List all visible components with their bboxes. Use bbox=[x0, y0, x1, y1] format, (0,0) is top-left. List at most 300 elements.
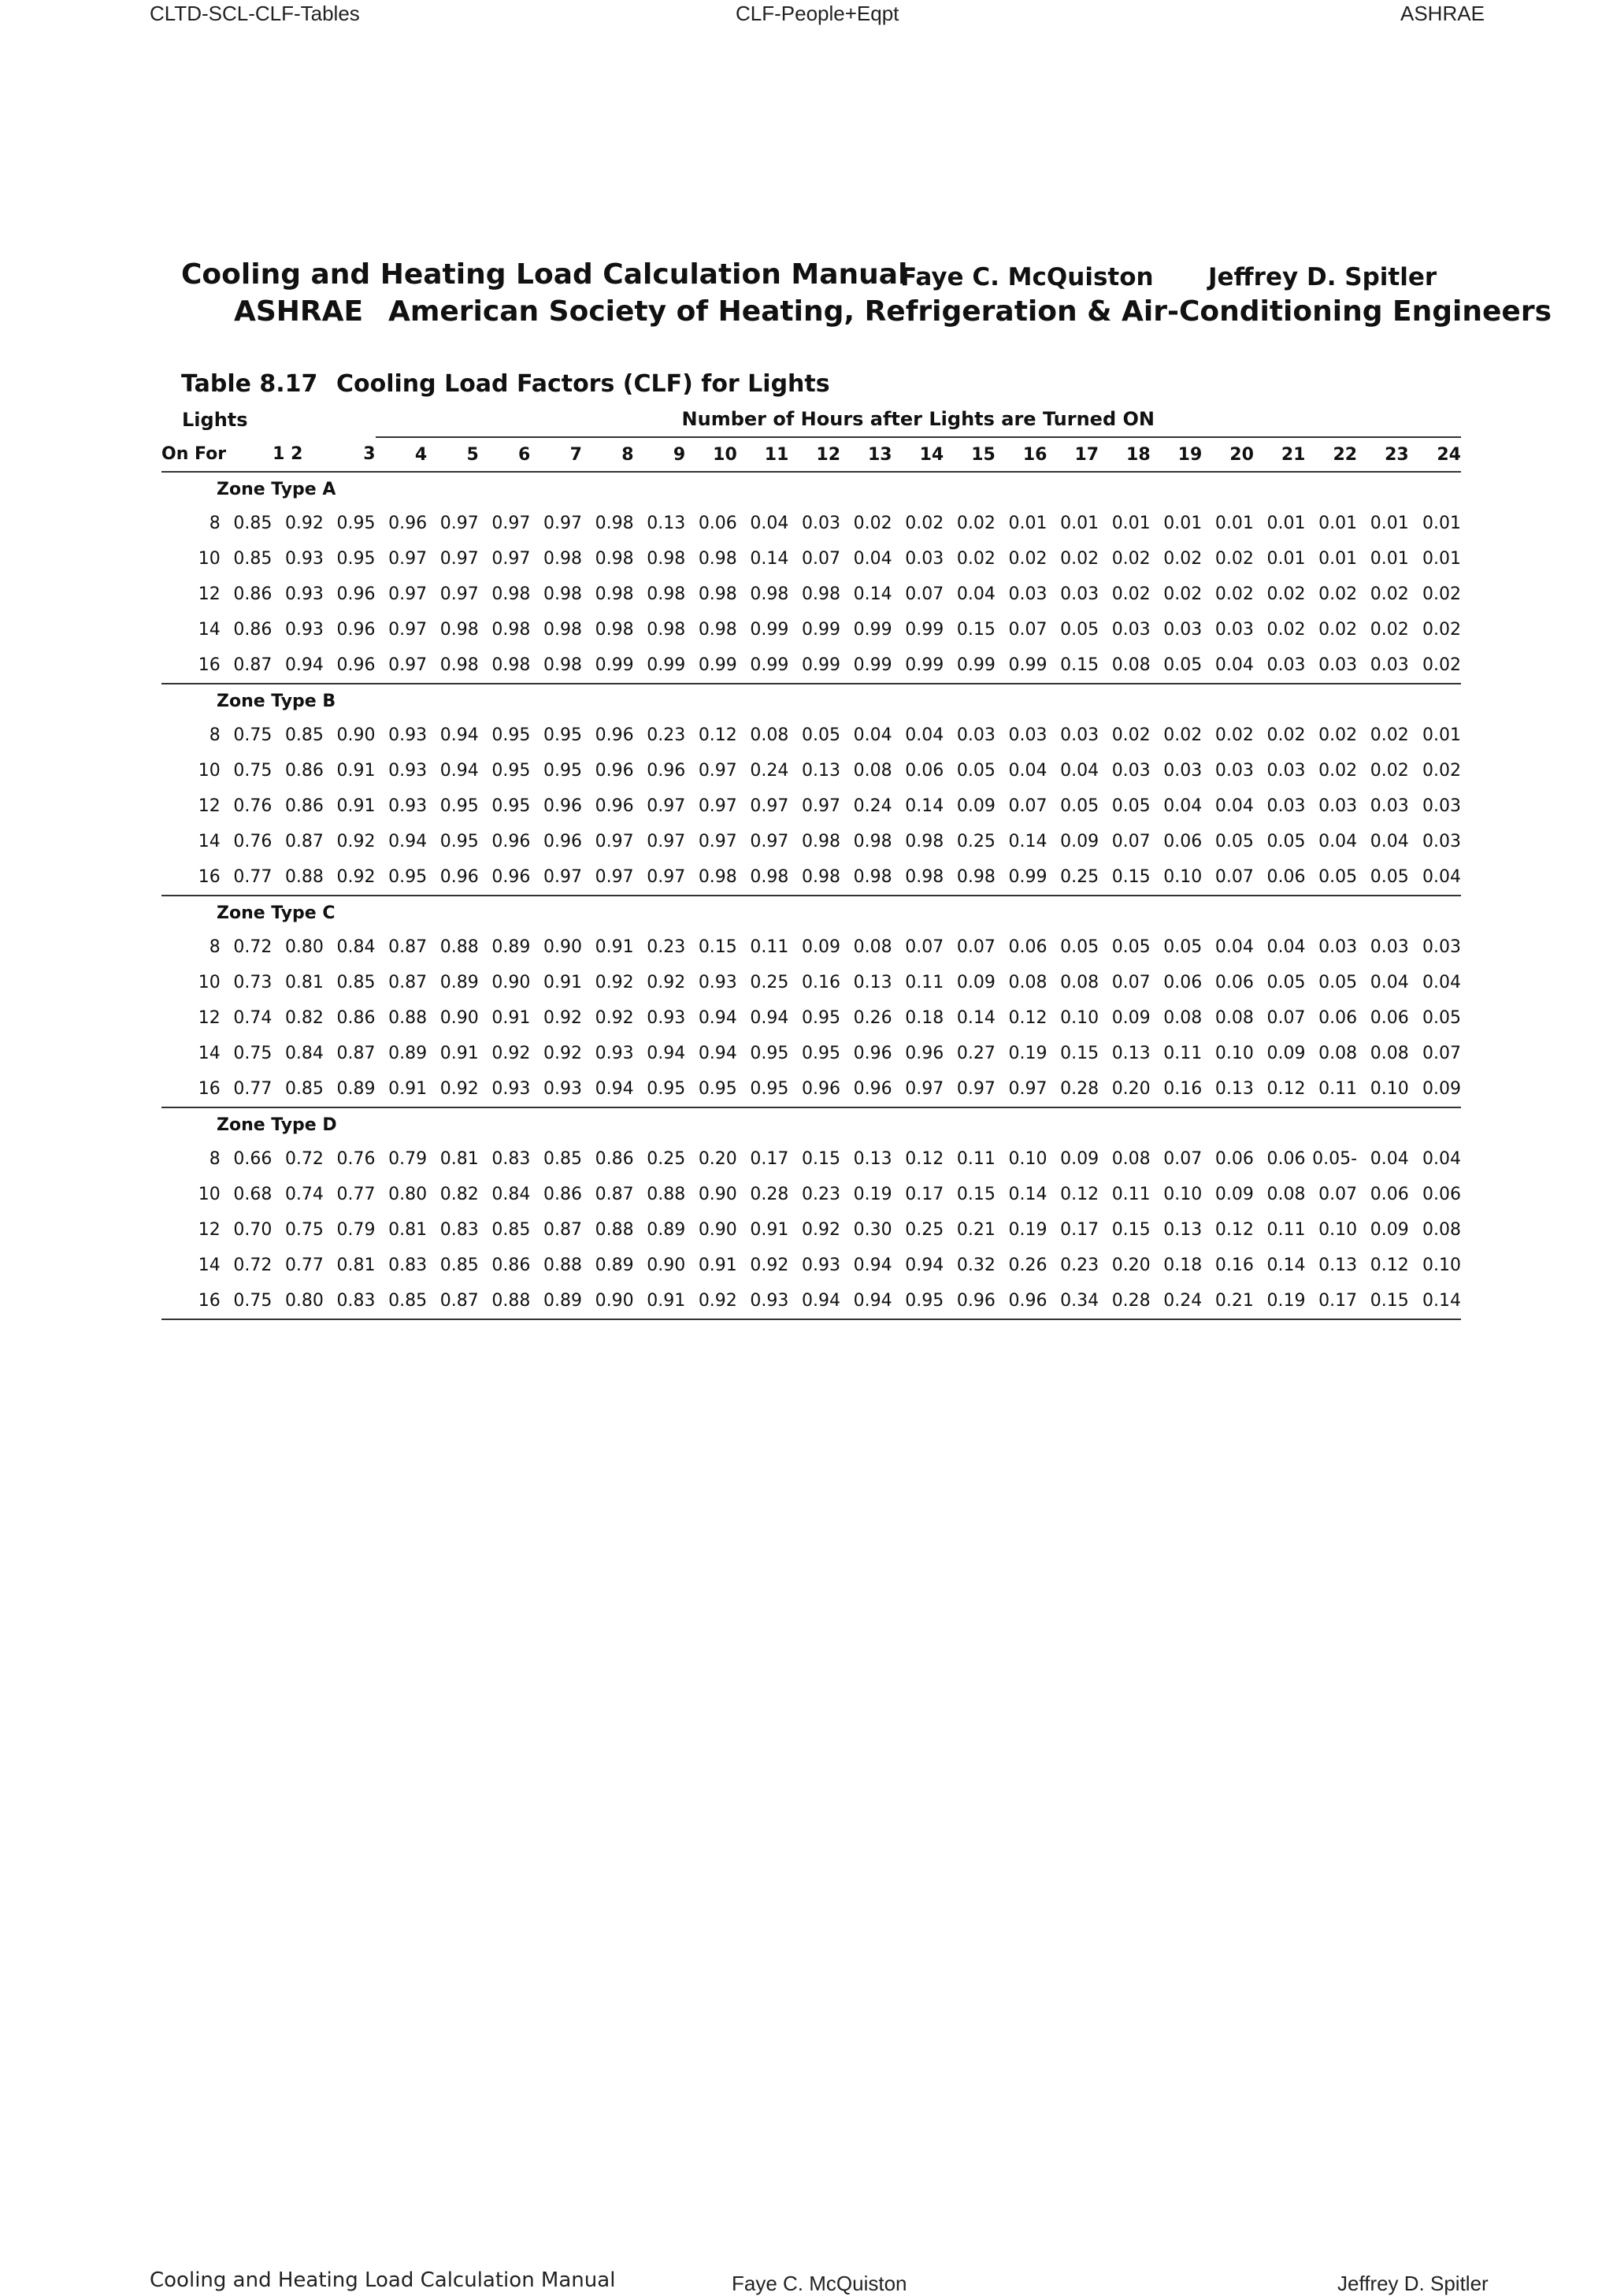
clf-value-cell: 0.04 bbox=[1422, 973, 1461, 992]
clf-lights-table bbox=[161, 402, 1461, 1320]
hour-header: 23 bbox=[1357, 437, 1409, 472]
clf-value-cell: 0.03 bbox=[1266, 796, 1306, 816]
clf-value-cell: 0.20 bbox=[1099, 1071, 1151, 1107]
clf-value-cell: 0.85 bbox=[336, 973, 376, 992]
clf-value-cell: 0.02 bbox=[1370, 620, 1409, 640]
hour-header: 4 bbox=[376, 437, 428, 472]
hour-header: 7 bbox=[530, 437, 582, 472]
clf-value-cell: 0.87 bbox=[388, 937, 428, 957]
clf-value-cell: 0.97 bbox=[439, 549, 479, 569]
clf-value-cell: 0.02 bbox=[1266, 584, 1306, 604]
clf-value-cell: 0.86 bbox=[336, 1008, 376, 1028]
clf-value-cell: 0.90 bbox=[698, 1185, 737, 1204]
clf-value-cell: 0.99 bbox=[892, 647, 944, 684]
clf-value-cell: 0.13 bbox=[1163, 1220, 1203, 1240]
clf-value-cell: 0.03 bbox=[1214, 761, 1254, 781]
clf-value-cell: 0.01 bbox=[1214, 514, 1254, 533]
clf-value-cell: 0.88 bbox=[388, 1008, 428, 1028]
clf-value-cell: 0.81 bbox=[336, 1256, 376, 1275]
clf-value-cell: 0.93 bbox=[698, 973, 737, 992]
clf-value-cell: 0.09 bbox=[1060, 832, 1099, 851]
clf-value-cell: 0.84 bbox=[336, 937, 376, 957]
clf-value-cell: 0.90 bbox=[647, 1256, 686, 1275]
clf-value-cell: 0.01 bbox=[1163, 514, 1203, 533]
clf-value-cell: 0.01 bbox=[1111, 514, 1151, 533]
zone-heading-row bbox=[161, 896, 1461, 929]
clf-value-cell: 0.16 bbox=[802, 973, 841, 992]
clf-value-cell: 0.28 bbox=[1047, 1071, 1099, 1107]
clf-value-cell: 0.06 bbox=[1422, 1185, 1461, 1204]
clf-value-cell: 0.92 bbox=[284, 514, 324, 533]
clf-value-cell: 0.09 bbox=[1214, 1185, 1254, 1204]
clf-value-cell: 0.94 bbox=[439, 761, 479, 781]
clf-value-cell: 0.02 bbox=[1008, 549, 1048, 569]
table-row bbox=[161, 577, 1461, 612]
clf-value-cell: 0.93 bbox=[530, 1071, 582, 1107]
header-on-for: On For bbox=[161, 437, 221, 472]
header-hours-span: Number of Hours after Lights are Turned ON bbox=[376, 402, 1461, 437]
clf-value-cell: 0.95 bbox=[491, 725, 531, 745]
clf-value-cell: 0.03 bbox=[1060, 725, 1099, 745]
clf-value-cell: 0.01 bbox=[1318, 549, 1358, 569]
clf-value-cell: 0.89 bbox=[439, 973, 479, 992]
clf-value-cell: 0.90 bbox=[439, 1008, 479, 1028]
clf-value-cell: 0.01 bbox=[1422, 514, 1461, 533]
clf-value-cell: 0.08 bbox=[1318, 1044, 1358, 1063]
clf-value-cell: 0.14 bbox=[1266, 1256, 1306, 1275]
clf-value-cell: 0.72 bbox=[284, 1149, 324, 1169]
clf-value-cell: 0.09 bbox=[956, 973, 996, 992]
hour-header: 14 bbox=[892, 437, 944, 472]
clf-value-cell: 0.07 bbox=[802, 549, 841, 569]
clf-value-cell: 0.10 bbox=[1318, 1220, 1358, 1240]
clf-value-cell: 0.98 bbox=[595, 549, 634, 569]
clf-value-cell: 0.84 bbox=[284, 1044, 324, 1063]
clf-value-cell: 0.03 bbox=[1111, 620, 1151, 640]
clf-value-cell: 0.97 bbox=[944, 1071, 996, 1107]
table-header-row-1 bbox=[161, 402, 1461, 437]
clf-value-cell: 0.96 bbox=[324, 647, 376, 684]
clf-value-cell: 0.92 bbox=[543, 1008, 582, 1028]
clf-value-cell: 0.92 bbox=[750, 1256, 789, 1275]
clf-value-cell: 0.03 bbox=[1422, 937, 1461, 957]
clf-value-cell: 0.21 bbox=[956, 1220, 996, 1240]
clf-value-cell: 0.85 bbox=[233, 549, 273, 569]
clf-value-cell: 0.07 bbox=[1163, 1149, 1203, 1169]
clf-value-cell: 0.12 bbox=[1008, 1008, 1048, 1028]
clf-value-cell: 0.74 bbox=[233, 1008, 273, 1028]
clf-value-cell: 0.75 bbox=[233, 761, 273, 781]
clf-value-cell: 0.12 bbox=[698, 725, 737, 745]
clf-value-cell: 0.95 bbox=[737, 1071, 789, 1107]
clf-value-cell: 0.88 bbox=[272, 859, 324, 896]
clf-value-cell: 0.97 bbox=[491, 514, 531, 533]
clf-value-cell: 0.75 bbox=[221, 1283, 273, 1319]
clf-value-cell: 0.07 bbox=[956, 937, 996, 957]
clf-value-cell: 0.14 bbox=[905, 796, 944, 816]
table-caption: Cooling Load Factors (CLF) for Lights bbox=[336, 370, 830, 398]
clf-value-cell: 0.92 bbox=[647, 973, 686, 992]
clf-value-cell: 0.98 bbox=[892, 859, 944, 896]
on-for-cell: 8 bbox=[209, 1149, 221, 1169]
hour-header: 11 bbox=[737, 437, 789, 472]
publisher-full: American Society of Heating, Refrigeration & Air-Conditioning Engineers bbox=[388, 295, 1552, 328]
clf-value-cell: 0.99 bbox=[685, 647, 737, 684]
clf-value-cell: 0.68 bbox=[233, 1185, 273, 1204]
clf-value-cell: 0.23 bbox=[647, 725, 686, 745]
clf-value-cell: 0.08 bbox=[1422, 1220, 1461, 1240]
clf-value-cell: 0.23 bbox=[647, 937, 686, 957]
clf-value-cell: 0.05- bbox=[1312, 1149, 1358, 1169]
clf-value-cell: 0.09 bbox=[1060, 1149, 1099, 1169]
clf-value-cell: 0.93 bbox=[284, 620, 324, 640]
clf-value-cell: 0.08 bbox=[1214, 1008, 1254, 1028]
clf-value-cell: 0.89 bbox=[530, 1283, 582, 1319]
clf-value-cell: 0.09 bbox=[1409, 1071, 1461, 1107]
clf-value-cell: 0.03 bbox=[1422, 796, 1461, 816]
clf-value-cell: 0.19 bbox=[1008, 1220, 1048, 1240]
clf-value-cell: 0.97 bbox=[892, 1071, 944, 1107]
clf-value-cell: 0.14 bbox=[750, 549, 789, 569]
clf-value-cell: 0.89 bbox=[647, 1220, 686, 1240]
clf-value-cell: 0.03 bbox=[956, 725, 996, 745]
clf-value-cell: 0.10 bbox=[1163, 1185, 1203, 1204]
clf-value-cell: 0.10 bbox=[1357, 1071, 1409, 1107]
clf-value-cell: 0.03 bbox=[1357, 647, 1409, 684]
clf-value-cell: 0.99 bbox=[750, 620, 789, 640]
clf-value-cell: 0.11 bbox=[750, 937, 789, 957]
zone-heading: Zone Type A bbox=[217, 479, 336, 499]
clf-value-cell: 0.95 bbox=[634, 1071, 686, 1107]
clf-value-cell: 0.75 bbox=[284, 1220, 324, 1240]
hour-header: 1 2 bbox=[221, 437, 324, 472]
clf-value-cell: 0.97 bbox=[530, 859, 582, 896]
clf-value-cell: 0.81 bbox=[284, 973, 324, 992]
clf-value-cell: 0.83 bbox=[491, 1149, 531, 1169]
on-for-cell: 8 bbox=[209, 725, 221, 745]
clf-value-cell: 0.07 bbox=[1202, 859, 1254, 896]
on-for-cell: 12 bbox=[198, 584, 221, 604]
hour-header: 19 bbox=[1151, 437, 1203, 472]
clf-value-cell: 0.98 bbox=[685, 859, 737, 896]
clf-value-cell: 0.93 bbox=[388, 796, 428, 816]
clf-value-cell: 0.02 bbox=[1370, 584, 1409, 604]
zone-heading-row bbox=[161, 1107, 1461, 1141]
clf-value-cell: 0.11 bbox=[1266, 1220, 1306, 1240]
clf-value-cell: 0.88 bbox=[479, 1283, 531, 1319]
clf-value-cell: 0.98 bbox=[905, 832, 944, 851]
clf-value-cell: 0.86 bbox=[284, 761, 324, 781]
clf-value-cell: 0.92 bbox=[595, 973, 634, 992]
clf-value-cell: 0.02 bbox=[1111, 584, 1151, 604]
clf-value-cell: 0.95 bbox=[685, 1071, 737, 1107]
clf-value-cell: 0.04 bbox=[1008, 761, 1048, 781]
clf-value-cell: 0.04 bbox=[1202, 647, 1254, 684]
clf-value-cell: 0.97 bbox=[698, 761, 737, 781]
clf-value-cell: 0.88 bbox=[647, 1185, 686, 1204]
clf-value-cell: 0.83 bbox=[439, 1220, 479, 1240]
clf-value-cell: 0.09 bbox=[956, 796, 996, 816]
clf-value-cell: 0.04 bbox=[1060, 761, 1099, 781]
on-for-cell: 16 bbox=[161, 1283, 221, 1319]
on-for-cell: 10 bbox=[198, 1185, 221, 1204]
hour-header: 18 bbox=[1099, 437, 1151, 472]
clf-value-cell: 0.03 bbox=[1214, 620, 1254, 640]
clf-value-cell: 0.01 bbox=[1266, 514, 1306, 533]
clf-value-cell: 0.07 bbox=[1008, 796, 1048, 816]
clf-value-cell: 0.25 bbox=[750, 973, 789, 992]
hour-header: 20 bbox=[1202, 437, 1254, 472]
clf-value-cell: 0.15 bbox=[1060, 1044, 1099, 1063]
clf-value-cell: 0.92 bbox=[491, 1044, 531, 1063]
clf-value-cell: 0.11 bbox=[905, 973, 944, 992]
clf-value-cell: 0.02 bbox=[956, 549, 996, 569]
clf-value-cell: 0.19 bbox=[1008, 1044, 1048, 1063]
clf-value-cell: 0.20 bbox=[698, 1149, 737, 1169]
clf-value-cell: 0.11 bbox=[956, 1149, 996, 1169]
clf-value-cell: 0.06 bbox=[1370, 1008, 1409, 1028]
clf-value-cell: 0.85 bbox=[543, 1149, 582, 1169]
clf-value-cell: 0.03 bbox=[1266, 761, 1306, 781]
clf-value-cell: 0.96 bbox=[491, 832, 531, 851]
clf-value-cell: 0.02 bbox=[1163, 725, 1203, 745]
clf-value-cell: 0.91 bbox=[750, 1220, 789, 1240]
clf-value-cell: 0.19 bbox=[853, 1185, 892, 1204]
clf-value-cell: 0.77 bbox=[221, 859, 273, 896]
table-row bbox=[161, 965, 1461, 1000]
hour-header: 22 bbox=[1306, 437, 1358, 472]
clf-value-cell: 0.97 bbox=[376, 647, 428, 684]
clf-value-cell: 0.02 bbox=[1214, 549, 1254, 569]
clf-value-cell: 0.97 bbox=[491, 549, 531, 569]
clf-value-cell: 0.95 bbox=[543, 761, 582, 781]
clf-value-cell: 0.96 bbox=[479, 859, 531, 896]
clf-value-cell: 0.72 bbox=[233, 1256, 273, 1275]
clf-value-cell: 0.15 bbox=[802, 1149, 841, 1169]
clf-value-cell: 0.03 bbox=[905, 549, 944, 569]
clf-value-cell: 0.86 bbox=[543, 1185, 582, 1204]
clf-value-cell: 0.13 bbox=[1318, 1256, 1358, 1275]
on-for-cell: 14 bbox=[198, 832, 221, 851]
clf-value-cell: 0.66 bbox=[233, 1149, 273, 1169]
clf-value-cell: 0.98 bbox=[840, 859, 892, 896]
clf-value-cell: 0.91 bbox=[336, 796, 376, 816]
clf-value-cell: 0.96 bbox=[427, 859, 479, 896]
clf-value-cell: 0.74 bbox=[284, 1185, 324, 1204]
clf-value-cell: 0.18 bbox=[1163, 1256, 1203, 1275]
clf-value-cell: 0.06 bbox=[1266, 1149, 1306, 1169]
on-for-cell: 14 bbox=[198, 1256, 221, 1275]
clf-value-cell: 0.04 bbox=[1214, 937, 1254, 957]
clf-value-cell: 0.98 bbox=[698, 584, 737, 604]
clf-value-cell: 0.02 bbox=[1370, 761, 1409, 781]
clf-value-cell: 0.73 bbox=[233, 973, 273, 992]
clf-value-cell: 0.05 bbox=[1060, 796, 1099, 816]
clf-value-cell: 0.98 bbox=[802, 832, 841, 851]
clf-value-cell: 0.14 bbox=[1008, 1185, 1048, 1204]
clf-value-cell: 0.05 bbox=[1306, 859, 1358, 896]
clf-value-cell: 0.98 bbox=[944, 859, 996, 896]
clf-value-cell: 0.03 bbox=[1370, 937, 1409, 957]
clf-value-cell: 0.08 bbox=[853, 761, 892, 781]
clf-value-cell: 0.02 bbox=[1422, 761, 1461, 781]
clf-value-cell: 0.86 bbox=[233, 584, 273, 604]
table-row bbox=[161, 1283, 1461, 1319]
clf-value-cell: 0.99 bbox=[737, 647, 789, 684]
clf-value-cell: 0.28 bbox=[750, 1185, 789, 1204]
clf-value-cell: 0.97 bbox=[634, 859, 686, 896]
clf-value-cell: 0.99 bbox=[788, 647, 840, 684]
clf-value-cell: 0.06 bbox=[1214, 1149, 1254, 1169]
hour-header: 21 bbox=[1254, 437, 1306, 472]
clf-value-cell: 0.97 bbox=[698, 796, 737, 816]
clf-value-cell: 0.03 bbox=[1254, 647, 1306, 684]
clf-value-cell: 0.02 bbox=[1163, 549, 1203, 569]
hour-header: 9 bbox=[634, 437, 686, 472]
clf-value-cell: 0.04 bbox=[853, 725, 892, 745]
clf-value-cell: 0.87 bbox=[221, 647, 273, 684]
page-header-center: CLF-People+Eqpt bbox=[736, 2, 899, 25]
clf-value-cell: 0.28 bbox=[1099, 1283, 1151, 1319]
clf-value-cell: 0.91 bbox=[439, 1044, 479, 1063]
clf-value-cell: 0.94 bbox=[853, 1256, 892, 1275]
clf-value-cell: 0.03 bbox=[1370, 796, 1409, 816]
clf-value-cell: 0.05 bbox=[1266, 973, 1306, 992]
clf-value-cell: 0.04 bbox=[1370, 1149, 1409, 1169]
clf-value-cell: 0.99 bbox=[840, 647, 892, 684]
clf-value-cell: 0.08 bbox=[1163, 1008, 1203, 1028]
clf-value-cell: 0.89 bbox=[491, 937, 531, 957]
clf-value-cell: 0.99 bbox=[996, 647, 1048, 684]
clf-value-cell: 0.04 bbox=[1370, 973, 1409, 992]
clf-value-cell: 0.06 bbox=[698, 514, 737, 533]
table-row bbox=[161, 541, 1461, 577]
clf-value-cell: 0.10 bbox=[1008, 1149, 1048, 1169]
hour-header: 6 bbox=[479, 437, 531, 472]
clf-value-cell: 0.09 bbox=[1266, 1044, 1306, 1063]
clf-value-cell: 0.03 bbox=[1318, 796, 1358, 816]
clf-value-cell: 0.93 bbox=[388, 725, 428, 745]
clf-value-cell: 0.91 bbox=[698, 1256, 737, 1275]
clf-value-cell: 0.08 bbox=[1099, 647, 1151, 684]
clf-value-cell: 0.87 bbox=[284, 832, 324, 851]
clf-value-cell: 0.06 bbox=[1163, 832, 1203, 851]
clf-value-cell: 0.90 bbox=[698, 1220, 737, 1240]
clf-value-cell: 0.25 bbox=[1047, 859, 1099, 896]
clf-value-cell: 0.92 bbox=[685, 1283, 737, 1319]
clf-value-cell: 0.18 bbox=[905, 1008, 944, 1028]
hour-header: 8 bbox=[582, 437, 634, 472]
clf-value-cell: 0.05 bbox=[1318, 973, 1358, 992]
clf-value-cell: 0.91 bbox=[376, 1071, 428, 1107]
clf-value-cell: 0.30 bbox=[853, 1220, 892, 1240]
zone-heading: Zone Type C bbox=[217, 903, 336, 923]
table-row bbox=[161, 788, 1461, 824]
clf-value-cell: 0.01 bbox=[1266, 549, 1306, 569]
clf-value-cell: 0.96 bbox=[595, 761, 634, 781]
clf-value-cell: 0.70 bbox=[233, 1220, 273, 1240]
clf-value-cell: 0.98 bbox=[543, 620, 582, 640]
author-1: Faye C. McQuiston bbox=[900, 263, 1154, 291]
clf-value-cell: 0.15 bbox=[698, 937, 737, 957]
clf-value-cell: 0.97 bbox=[698, 832, 737, 851]
clf-value-cell: 0.08 bbox=[1370, 1044, 1409, 1063]
clf-value-cell: 0.85 bbox=[491, 1220, 531, 1240]
clf-value-cell: 0.06 bbox=[1318, 1008, 1358, 1028]
clf-value-cell: 0.80 bbox=[388, 1185, 428, 1204]
clf-value-cell: 0.87 bbox=[543, 1220, 582, 1240]
clf-value-cell: 0.77 bbox=[336, 1185, 376, 1204]
clf-value-cell: 0.10 bbox=[1060, 1008, 1099, 1028]
clf-value-cell: 0.97 bbox=[439, 584, 479, 604]
on-for-cell: 10 bbox=[198, 549, 221, 569]
page-footer-center: Faye C. McQuiston bbox=[732, 2272, 907, 2295]
clf-value-cell: 0.25 bbox=[905, 1220, 944, 1240]
clf-value-cell: 0.94 bbox=[698, 1008, 737, 1028]
clf-value-cell: 0.99 bbox=[944, 647, 996, 684]
clf-value-cell: 0.07 bbox=[905, 937, 944, 957]
clf-value-cell: 0.97 bbox=[388, 549, 428, 569]
hour-header: 13 bbox=[840, 437, 892, 472]
clf-value-cell: 0.17 bbox=[750, 1149, 789, 1169]
clf-value-cell: 0.12 bbox=[1254, 1071, 1306, 1107]
clf-value-cell: 0.14 bbox=[1008, 832, 1048, 851]
clf-value-cell: 0.93 bbox=[647, 1008, 686, 1028]
clf-value-cell: 0.21 bbox=[1202, 1283, 1254, 1319]
zone-heading-row bbox=[161, 472, 1461, 506]
clf-value-cell: 0.05 bbox=[1422, 1008, 1461, 1028]
clf-value-cell: 0.08 bbox=[1008, 973, 1048, 992]
clf-value-cell: 0.17 bbox=[1306, 1283, 1358, 1319]
clf-value-cell: 0.96 bbox=[336, 584, 376, 604]
clf-value-cell: 0.95 bbox=[491, 761, 531, 781]
clf-value-cell: 0.88 bbox=[543, 1256, 582, 1275]
clf-value-cell: 0.90 bbox=[491, 973, 531, 992]
clf-value-cell: 0.02 bbox=[905, 514, 944, 533]
clf-value-cell: 0.04 bbox=[1163, 796, 1203, 816]
on-for-cell: 10 bbox=[198, 761, 221, 781]
clf-value-cell: 0.04 bbox=[1370, 832, 1409, 851]
clf-value-cell: 0.13 bbox=[802, 761, 841, 781]
clf-value-cell: 0.09 bbox=[1111, 1008, 1151, 1028]
clf-value-cell: 0.01 bbox=[1370, 514, 1409, 533]
on-for-cell: 14 bbox=[198, 620, 221, 640]
clf-value-cell: 0.95 bbox=[336, 514, 376, 533]
clf-value-cell: 0.04 bbox=[1409, 859, 1461, 896]
clf-value-cell: 0.34 bbox=[1047, 1283, 1099, 1319]
clf-value-cell: 0.72 bbox=[233, 937, 273, 957]
clf-value-cell: 0.20 bbox=[1111, 1256, 1151, 1275]
clf-value-cell: 0.96 bbox=[944, 1283, 996, 1319]
clf-value-cell: 0.05 bbox=[1214, 832, 1254, 851]
table-row bbox=[161, 612, 1461, 647]
clf-value-cell: 0.79 bbox=[336, 1220, 376, 1240]
clf-value-cell: 0.76 bbox=[336, 1149, 376, 1169]
clf-value-cell: 0.06 bbox=[1370, 1185, 1409, 1204]
clf-value-cell: 0.98 bbox=[595, 620, 634, 640]
zone-heading: Zone Type D bbox=[217, 1115, 337, 1135]
clf-value-cell: 0.99 bbox=[582, 647, 634, 684]
clf-value-cell: 0.97 bbox=[439, 514, 479, 533]
clf-value-cell: 0.93 bbox=[595, 1044, 634, 1063]
clf-value-cell: 0.03 bbox=[1163, 761, 1203, 781]
clf-value-cell: 0.94 bbox=[750, 1008, 789, 1028]
clf-value-cell: 0.98 bbox=[427, 647, 479, 684]
table-row bbox=[161, 1071, 1461, 1107]
clf-value-cell: 0.81 bbox=[439, 1149, 479, 1169]
clf-value-cell: 0.07 bbox=[1111, 973, 1151, 992]
clf-value-cell: 0.07 bbox=[1422, 1044, 1461, 1063]
